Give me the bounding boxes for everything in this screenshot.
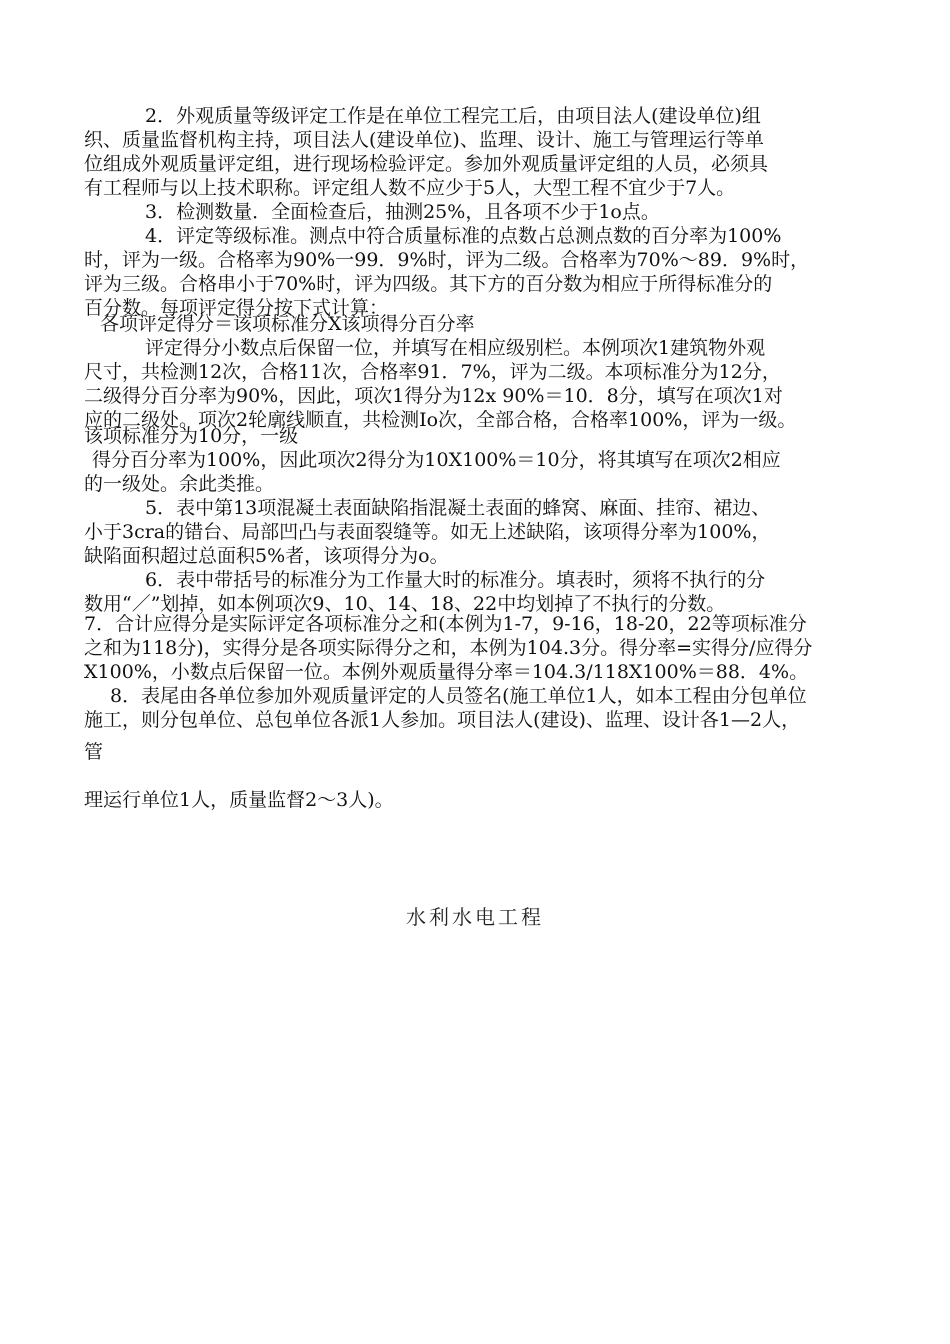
text-line: 小于3cra的错台、局部凹凸与表面裂缝等。如无上述缺陷，该项得分率为100%，: [84, 521, 771, 543]
text-line: 评定得分小数点后保留一位，并填写在相应级别栏。本例项次1建筑物外观: [145, 337, 766, 359]
text-line: 数用“／”划掉，如本例项次9、10、14、18、22中均划掉了不执行的分数。: [84, 593, 726, 615]
text-line: 尺寸，共检测12次，合格11次，合格率91．7%，评为二级。本项标准分为12分，: [84, 361, 781, 383]
formula-line: 各项评定得分＝该项标准分X该项得分百分率: [100, 313, 475, 335]
text-line: 应的二级处。项次2轮廓线顺直，共检测Io次，全部合格，合格率100%，评为一级。: [84, 409, 797, 431]
text-line: 施工，则分包单位、总包单位各派1人参加。项目法人(建设)、监理、设计各1—2人，: [84, 709, 801, 731]
text-line: 8．表尾由各单位参加外观质量评定的人员签名(施工单位1人，如本工程由分包单位: [110, 685, 807, 707]
text-line: 的一级处。余此类推。: [84, 473, 275, 495]
text-line: 缺陷面积超过总面积5%者，该项得分为o。: [84, 545, 449, 567]
text-line: 该项标准分为10分，一级: [84, 425, 299, 447]
text-line: 有工程师与以上技术职称。评定组人数不应少于5人，大型工程不宜少于7人。: [84, 177, 736, 199]
text-line: 4．评定等级标准。测点中符合质量标准的点数占总测点数的百分率为100%: [145, 225, 782, 247]
text-line: 理运行单位1人，质量监督2～3人)。: [84, 789, 394, 811]
text-line: 得分百分率为100%，因此项次2得分为10X100%＝10分，将其填写在项次2相应: [92, 449, 781, 471]
text-line: 5．表中第13项混凝土表面缺陷指混凝土表面的蜂窝、麻面、挂帘、裙边、: [145, 497, 771, 519]
text-line: 7．合计应得分是实际评定各项标准分之和(本例为1-7，9-16，18-20，22等项标准分: [84, 613, 807, 635]
text-line: 百分数。每项评定得分按下式计算：: [84, 297, 389, 319]
page-footer: 水利水电工程: [406, 905, 544, 929]
text-line: 管: [84, 741, 104, 763]
text-line: X100%，小数点后保留一位。本例外观质量得分率＝104.3/118X100%＝88．4%。: [84, 661, 809, 683]
text-line: 之和为118分)，实得分是各项实际得分之和，本例为104.3分。得分率=实得分/应得分: [84, 637, 813, 659]
text-line: 二级得分百分率为90%，因此，项次1得分为12x 90%＝10．8分，填写在项次1对: [84, 385, 783, 407]
text-line: 时，评为一级。合格率为90%一99．9%时，评为二级。合格率为70%～89．9%时，: [84, 249, 810, 271]
text-line: 2．外观质量等级评定工作是在单位工程完工后，由项目法人(建设单位)组: [145, 105, 761, 127]
text-line: 6．表中带括号的标准分为工作量大时的标准分。填表时，须将不执行的分: [145, 569, 766, 591]
text-line: 评为三级。合格串小于70%时，评为四级。其下方的百分数为相应于所得标准分的: [84, 273, 773, 295]
text-line: 位组成外观质量评定组，进行现场检验评定。参加外观质量评定组的人员，必须具: [84, 153, 769, 175]
text-line: 3．检测数量．全面检查后，抽测25%，且各项不少于1o点。: [145, 201, 660, 223]
text-line: 织、质量监督机构主持，项目法人(建设单位)、监理、设计、施工与管理运行等单: [84, 129, 764, 151]
